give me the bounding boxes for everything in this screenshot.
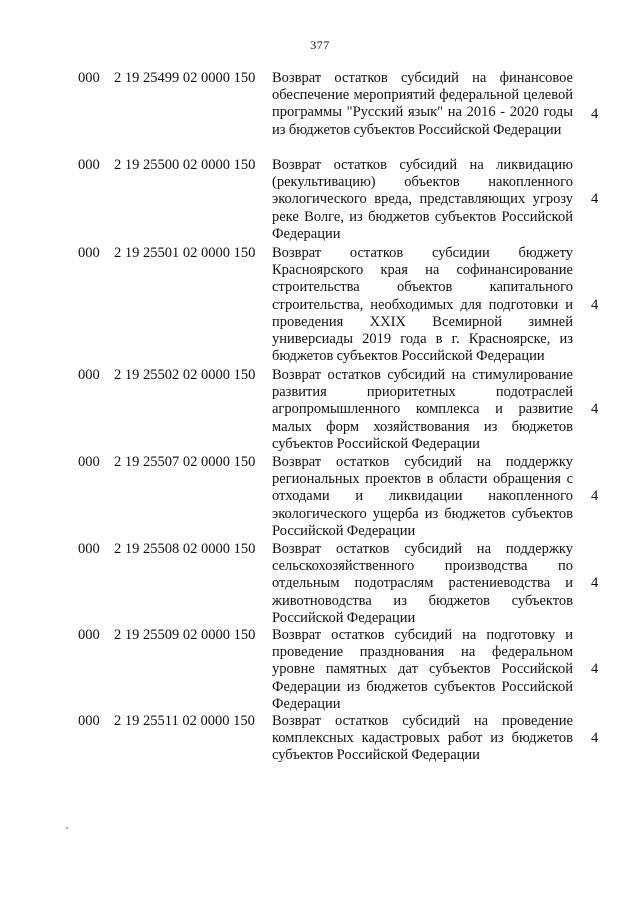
table-row [0,70,640,157]
row-description: Возврат остатков субсидии бюджету Красноярского края на софинансирование строительства объектов капитального строительства, необходимых для подготовки и проведения XXIX Всемирной зимней универсиады 2019 года в г. Красноярске, из бюджетов субъектов Российской Федерации [272,245,573,365]
row-description: Возврат остатков субсидий на подготовку и проведение празднования на федеральном уровне памятных дат субъектов Российской Федерации из бюджетов субъектов Российской Федерации [272,627,573,712]
admin-code: 000 [78,157,100,173]
row-number: 4 [591,661,599,677]
admin-code: 000 [78,245,100,261]
table-row [0,367,640,454]
table-row [0,541,640,627]
budget-code: 2 19 25509 02 0000 150 [114,627,256,643]
admin-code: 000 [78,367,100,383]
table-row [0,713,640,773]
row-description: Возврат остатков субсидий на проведение комплексных кадастровых работ из бюджетов субъектов Российской Федерации [272,713,573,764]
budget-code: 2 19 25499 02 0000 150 [114,70,256,86]
table-row [0,454,640,541]
budget-code: 2 19 25507 02 0000 150 [114,454,256,470]
admin-code: 000 [78,454,100,470]
row-description: Возврат остатков субсидий на стимулирование развития приоритетных подотраслей агропромышленного комплекса и развитие малых форм хозяйствования из бюджетов субъектов Российской Федерации [272,367,573,452]
row-number: 4 [591,488,599,504]
row-description: Возврат остатков субсидий на ликвидацию (рекультивацию) объектов накопленного экологического вреда, представляющих угрозу реке Волге, из бюджетов субъектов Российской Федерации [272,157,573,242]
row-number: 4 [591,297,599,313]
budget-code: 2 19 25511 02 0000 150 [114,713,255,729]
scan-artifact [66,827,68,829]
budget-code-table [0,70,640,773]
row-number: 4 [591,401,599,417]
row-description: Возврат остатков субсидий на поддержку региональных проектов в области обращения с отходами и ликвидации накопленного экологического ущерба из бюджетов субъектов Российской Федерации [272,454,573,539]
budget-code: 2 19 25502 02 0000 150 [114,367,256,383]
budget-code: 2 19 25508 02 0000 150 [114,541,256,557]
row-description: Возврат остатков субсидий на финансовое обеспечение мероприятий федеральной целевой программы "Русский язык" на 2016 - 2020 годы из бюджетов субъектов Российской Федерации [272,70,573,138]
row-number: 4 [591,575,599,591]
budget-code: 2 19 25501 02 0000 150 [114,245,256,261]
admin-code: 000 [78,713,100,729]
budget-code: 2 19 25500 02 0000 150 [114,157,256,173]
row-number: 4 [591,730,599,746]
row-description: Возврат остатков субсидий на поддержку сельскохозяйственного производства по отдельным подотраслям растениеводства и животноводства из бюджетов субъектов Российской Федерации [272,541,573,626]
table-row [0,627,640,713]
row-number: 4 [591,191,599,207]
table-row [0,157,640,245]
page-number: 377 [310,38,330,52]
admin-code: 000 [78,70,100,86]
admin-code: 000 [78,541,100,557]
row-number: 4 [591,106,599,122]
table-row [0,245,640,367]
admin-code: 000 [78,627,100,643]
